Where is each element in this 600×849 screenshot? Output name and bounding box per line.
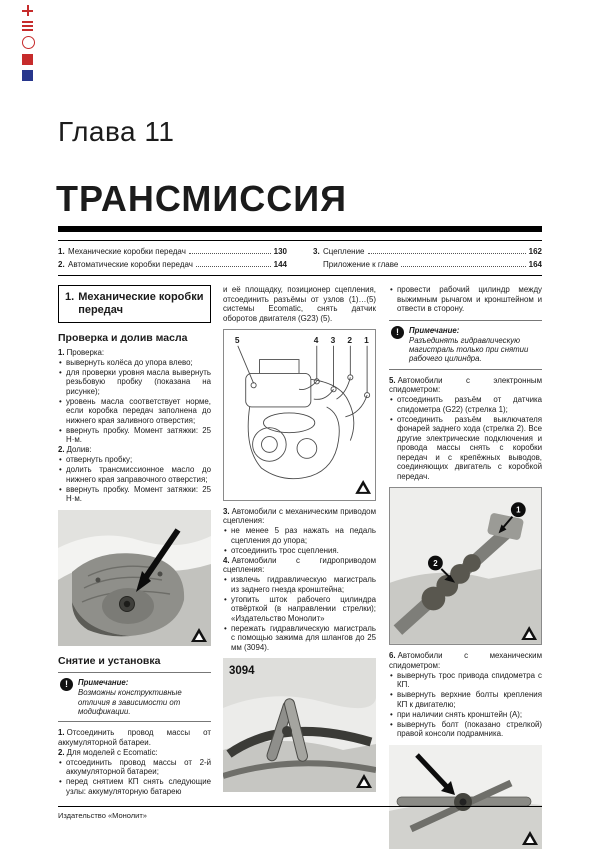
table-of-contents (58, 240, 542, 276)
item-text: отсоединить разъём выключателя фонарей заднего хода (стрелка 2). Все другие электрические подключения и провода массы снять с коробки передач и с крепёжных выводов, соединяющих двигатель с коробкой передач. (397, 414, 542, 481)
bullet-icon: • (390, 719, 393, 729)
bullet-icon: • (224, 575, 227, 585)
item-text: Автомобили с механическим спидометром: (389, 651, 542, 670)
registration-cross-icon (22, 5, 33, 16)
svg-text:1: 1 (516, 505, 521, 515)
note-text: Разъединять гидравлическую магистраль только при снятии рабочего цилиндра. (409, 335, 529, 364)
procedure-step (58, 445, 211, 455)
procedure-bullet (389, 720, 542, 739)
procedure-bullet (223, 575, 376, 594)
procedure-bullet (223, 624, 376, 653)
item-text: отсоединить трос сцепления. (231, 545, 339, 555)
procedure-step (58, 348, 211, 358)
procedure-bullet (58, 455, 211, 465)
procedure-step (223, 556, 376, 575)
toc-column-left (58, 245, 287, 271)
item-text: вывернуть трос привода спидометра с КП. (397, 670, 542, 690)
item-text: отвернуть пробку; (66, 455, 133, 464)
step-number: 4. (223, 555, 230, 565)
bullet-icon: • (59, 425, 62, 435)
procedure-bullet (58, 777, 211, 796)
toc-entry-label: Механические коробки передач (68, 247, 186, 256)
registration-marks (22, 5, 36, 81)
publisher-footer: Издательство «Монолит» (58, 811, 147, 820)
page-title: ТРАНСМИССИЯ (56, 178, 347, 219)
figure-speedometer-sensor (389, 487, 542, 645)
item-text: отсоединить провод массы от 2-й аккумуляторной батареи; (66, 757, 211, 777)
procedure-bullet (389, 710, 542, 720)
note-body (78, 678, 209, 716)
item-text: извлечь гидравлическую магистраль из заднего гнезда кронштейна; (231, 575, 376, 594)
note-box (58, 672, 211, 722)
toc-entry-label: Автоматические коробки передач (68, 260, 193, 269)
registration-circle-icon (22, 36, 35, 49)
item-text: отсоединить разъём от датчика спидометра (G22) (стрелка 1); (397, 395, 542, 414)
bullet-icon: • (224, 623, 227, 633)
bullet-icon: • (59, 396, 62, 406)
bullet-icon: • (224, 526, 227, 536)
procedure-list (58, 728, 211, 796)
section-number: 1. (65, 291, 75, 303)
procedure-list (58, 348, 211, 504)
toc-entry-page: 164 (528, 260, 542, 269)
section-header-box (58, 285, 211, 323)
item-text: утопить шток рабочего цилиндра отвёрткой (в направлении стрелки); «Издательство Монолит» (231, 594, 376, 623)
item-text: Автомобили с механическим приводом сцепления: (223, 506, 376, 526)
item-text: ввернуть пробку. Момент затяжки: 25 Н·м. (66, 425, 211, 444)
figure-callout: 5 (234, 334, 240, 345)
item-text: не менее 5 раз нажать на педаль сцепления до упора; (231, 526, 376, 545)
item-text: вывернуть колёса до упора влево; (66, 357, 193, 367)
bullet-icon: • (59, 465, 62, 474)
subsection-heading-oil-check: Проверка и долив масла (58, 332, 188, 344)
procedure-bullet (58, 758, 211, 777)
bullet-icon: • (59, 777, 62, 787)
figure-callout: 1 (364, 334, 369, 345)
item-text: Проверка: (66, 347, 105, 357)
figure-callout: 3 (330, 334, 336, 345)
bullet-icon: • (59, 484, 62, 494)
toc-entry-number: 1. (58, 247, 65, 256)
toc-entry (58, 245, 287, 258)
toc-leader-dots (189, 245, 271, 254)
bullet-icon: • (390, 285, 393, 294)
item-text: ввернуть пробку. Момент затяжки: 25 Н·м. (66, 484, 211, 503)
toc-entry (58, 258, 287, 271)
toc-entry-page: 130 (273, 247, 287, 256)
procedure-bullet (223, 526, 376, 545)
bullet-icon: • (390, 414, 393, 424)
note-label: Примечание: (78, 678, 129, 687)
column-left (58, 285, 211, 797)
toc-entry-page: 162 (528, 247, 542, 256)
step-number: 1. (58, 347, 65, 357)
color-patch-red-icon (22, 54, 33, 65)
toc-column-right (313, 245, 542, 271)
procedure-bullet (389, 415, 542, 482)
toc-entry-label: Сцепление (323, 247, 365, 256)
item-text: вывернуть болт (показано стрелкой) правой консоли подрамника. (397, 719, 542, 739)
subsection-heading-removal: Снятие и установка (58, 654, 161, 667)
item-text: Для моделей с Ecomatic: (66, 747, 158, 757)
procedure-bullet (58, 465, 211, 484)
item-text: вывернуть верхние болты крепления КП к двигателю; (397, 690, 542, 709)
note-icon: ! (60, 678, 73, 691)
bullet-icon: • (390, 670, 393, 680)
svg-text:2: 2 (433, 559, 438, 569)
bullet-icon: • (59, 357, 62, 367)
toc-entry-label: Приложение к главе (323, 260, 399, 269)
figure-callout: 2 (347, 334, 353, 345)
toc-leader-dots (368, 245, 526, 254)
item-text: провести рабочий цилиндр между выжимным рычагом и кронштейном и отвести в сторону. (397, 285, 542, 313)
item-text: для проверки уровня масла вывернуть резьбовую пробку (показана на рисунке); (66, 367, 211, 396)
figure-label: 3094 (229, 665, 255, 678)
column-right (389, 285, 542, 849)
note-box (389, 320, 542, 370)
bullet-icon: • (59, 367, 62, 377)
figure-hose-clamp-3094 (223, 658, 376, 792)
step-number: 1. (58, 728, 65, 738)
item-text: Отсоединить провод массы от аккумуляторной батареи. (58, 728, 211, 747)
procedure-bullet (223, 546, 376, 556)
item-text: Долив: (66, 445, 92, 454)
column-middle (223, 285, 376, 798)
procedure-bullet (58, 426, 211, 445)
procedure-list (223, 507, 376, 653)
procedure-step (389, 376, 542, 395)
continuation-paragraph: и её площадку, позиционер сцепления, отсоединить разъёмы от узлов (1)…(5) системы Ecomatic, снять датчик оборотов двигателя (G23) (5). (223, 285, 376, 323)
color-patch-blue-icon (22, 70, 33, 81)
bullet-icon: • (224, 594, 227, 604)
procedure-bullet (58, 358, 211, 368)
toc-leader-dots (196, 258, 271, 267)
note-icon: ! (391, 326, 404, 339)
section-title: Механические коробки передач (78, 291, 204, 316)
procedure-list (389, 376, 542, 482)
toc-entry-number: 3. (313, 247, 320, 256)
procedure-step (223, 507, 376, 526)
item-text: Автомобили с гидроприводом сцепления: (223, 555, 376, 575)
figure-ecomatic-connectors (223, 329, 376, 501)
toc-entry-number: 2. (58, 260, 65, 269)
bullet-icon: • (390, 690, 393, 700)
chapter-label: Глава 11 (58, 116, 175, 147)
procedure-step (58, 728, 211, 747)
figure-callout: 4 (313, 334, 319, 345)
step-number: 3. (223, 506, 230, 516)
procedure-bullet (389, 395, 542, 414)
item-text: перед снятием КП снять следующие узлы: аккумуляторную батарею (66, 777, 211, 796)
procedure-bullet (223, 595, 376, 624)
procedure-list (389, 651, 542, 739)
procedure-bullet (389, 285, 542, 314)
registration-bars-icon (22, 21, 33, 31)
item-text: уровень масла соответствует норме, если коробка передач заполнена до нижнего края заливного отверстия; (66, 396, 211, 425)
item-text: пережать гидравлическую магистраль с помощью зажима для шлангов до 25 мм (3094). (231, 623, 376, 652)
footer-rule (58, 806, 542, 807)
procedure-step (58, 748, 211, 758)
item-text: Автомобили с электронным спидометром: (389, 375, 542, 395)
procedure-bullet (58, 485, 211, 504)
bullet-icon: • (59, 455, 62, 464)
bullet-icon: • (390, 395, 393, 405)
toc-entry (313, 245, 542, 258)
toc-entry-page: 144 (273, 260, 287, 269)
toc-leader-dots (401, 258, 525, 267)
procedure-bullet (58, 397, 211, 426)
bullet-icon: • (390, 709, 393, 719)
figure-gearbox-oil-plug (58, 510, 211, 646)
step-number: 5. (389, 375, 396, 385)
toc-entry (313, 258, 542, 271)
procedure-step (389, 651, 542, 670)
item-text: долить трансмиссионное масло до нижнего края заправочного отверстия; (66, 465, 211, 484)
bullet-icon: • (224, 545, 227, 555)
bullet-icon: • (59, 757, 62, 767)
note-text: Возможны конструктивные отличия в зависимости от модификации. (78, 688, 182, 716)
note-label: Примечание: (409, 325, 460, 335)
note-body (409, 326, 540, 364)
procedure-bullet (389, 671, 542, 690)
title-rule (58, 226, 542, 232)
procedure-bullet (389, 690, 542, 709)
figure-subframe-bolt (389, 745, 542, 849)
step-number: 2. (58, 747, 65, 757)
item-text: при наличии снять кронштейн (А); (397, 709, 523, 719)
step-number: 2. (58, 445, 65, 454)
procedure-list (389, 285, 542, 314)
step-number: 6. (389, 651, 396, 661)
procedure-bullet (58, 368, 211, 397)
